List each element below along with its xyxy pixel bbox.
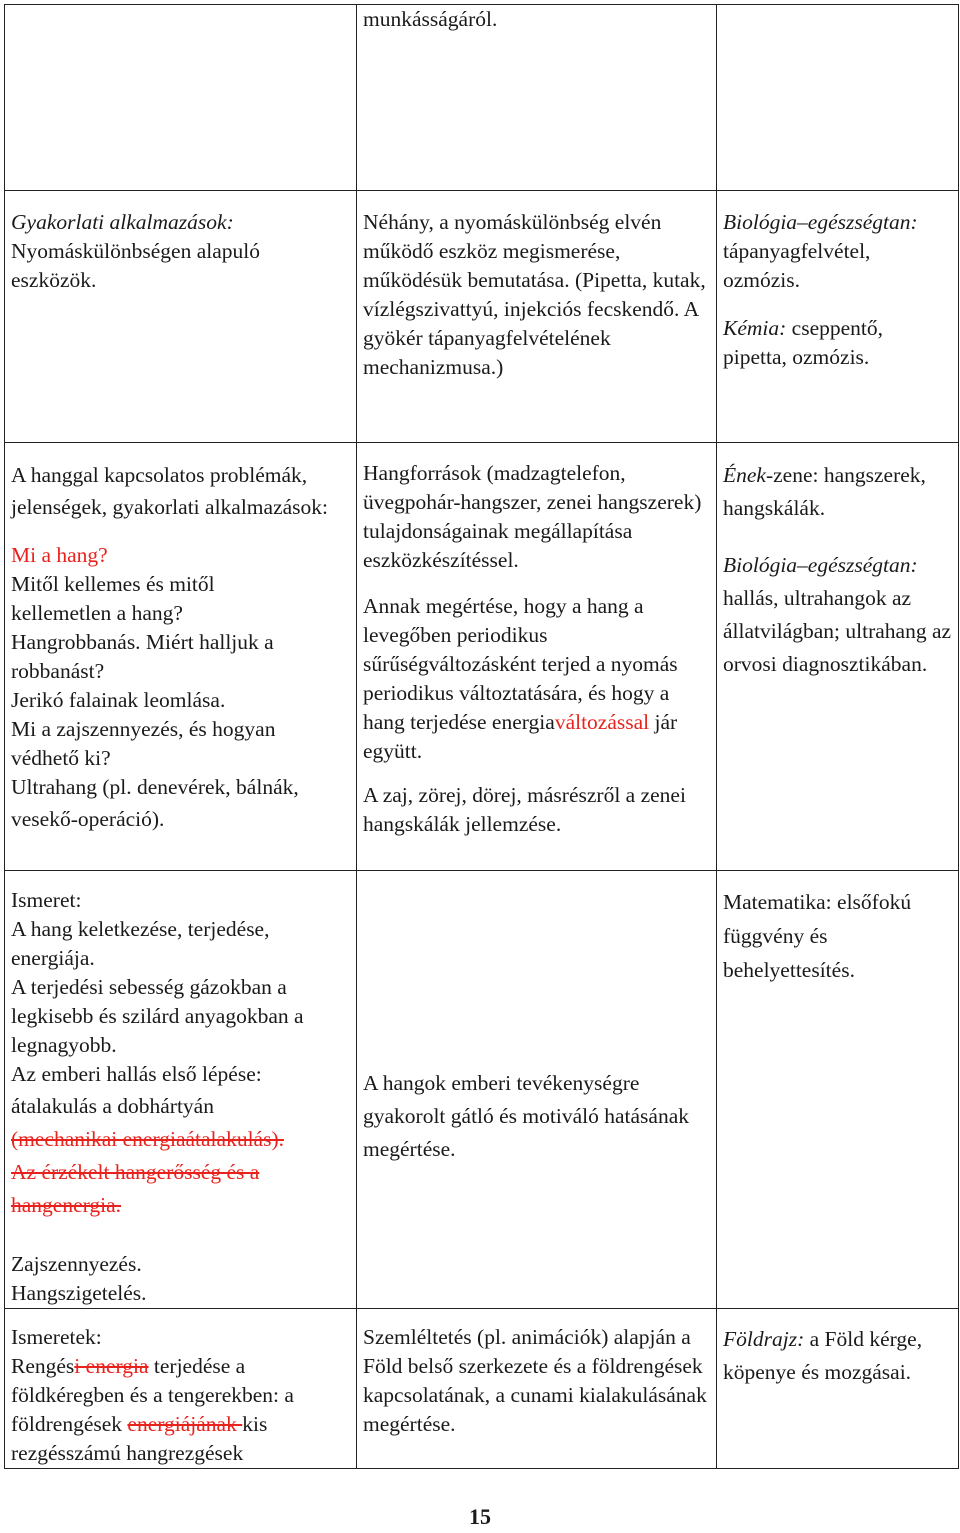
row3-col1-tail: Hangszigetelés. — [11, 1281, 147, 1305]
row2-col1-line: Jerikó falainak leomlása. — [11, 688, 226, 712]
row3-col1-strike: (mechanikai energiaátalakulás). — [11, 1127, 284, 1151]
page-number: 15 — [469, 1504, 491, 1529]
row3-col1-strike: Az érzékelt hangerősség és a hangenergia. — [11, 1160, 260, 1217]
row2-col1-intro-text: A hanggal kapcsolatos problémák, jelenségek, gyakorlati alkalmazások: — [11, 463, 328, 519]
row4-col3-label-foldrajz: Földrajz: — [723, 1327, 805, 1351]
row2-col1-intro — [11, 459, 350, 523]
row3-col1-line: A terjedési sebesség gázokban a legkisebb és szilárd anyagokban a legnagyobb. — [11, 975, 304, 1057]
table-row — [5, 443, 959, 871]
row4-col1-strike: i energia — [74, 1354, 149, 1378]
row4-col1-b: terjedése a földkéregben és a tengerekben: a földrengések — [11, 1354, 294, 1436]
cell-row2-col2 — [357, 443, 717, 871]
curriculum-table — [4, 4, 959, 1469]
row1-col2-text: Néhány, a nyomáskülönbség elvén működő eszköz megismerése, működésük bemutatása. (Pipetta, kutak, vízlégszivattyú, injekciós fecskendő. A gyökér tápanyagfelvételének mechanizmusa.) — [363, 210, 706, 379]
row2-col3-label-biologia: Biológia–egészségtan: — [723, 553, 918, 577]
table-row — [5, 871, 959, 1309]
cell-row1-col3 — [717, 191, 959, 443]
row1-col3-text-biologia: tápanyagfelvétel, ozmózis. — [723, 239, 871, 292]
row1-col3-text-kemia: cseppentő, pipetta, ozmózis. — [723, 316, 884, 369]
table-row — [5, 191, 959, 443]
row2-col3-text-biologia: hallás, ultrahangok az állatvilágban; ultrahang az orvosi diagnosztikában. — [723, 586, 952, 676]
cell-row1-col1 — [5, 191, 357, 443]
row2-col2-p2-red: változással — [554, 710, 650, 734]
cell-row3-col3 — [717, 871, 959, 1309]
row2-col2-p2-text: Annak megértése, hogy a hang a levegőben periodikus sűrűségváltozásként terjed a nyomás periodikus változtatására, és hogy a hang terjedése energia — [363, 594, 678, 734]
row1-col1-line: Nyomáskülönbségen alapuló — [11, 239, 260, 263]
row2-col1-line: vesekő-operáció). — [11, 807, 165, 831]
row4-col1-head: Ismeretek: — [11, 1325, 102, 1349]
row3-col3-text: Matematika: elsőfokú függvény és behelyettesítés. — [723, 890, 912, 982]
row2-col1-line: Ultrahang (pl. denevérek, bálnák, — [11, 775, 299, 799]
cell-row4-col3 — [717, 1309, 959, 1469]
row2-col3-label-enek: Ének — [723, 463, 766, 487]
cell-row4-col1 — [5, 1309, 357, 1469]
cell-row1-col2 — [357, 191, 717, 443]
row1-col3-label-biologia: Biológia–egészségtan: — [723, 210, 918, 234]
row2-col2-p1: Hangforrások (madzagtelefon, üvegpohár-hangszer, zenei hangszerek) tulajdonságainak megállapítása eszközkészítéssel. — [363, 461, 702, 572]
cell-row0-col3 — [717, 5, 959, 191]
row1-col1-line: eszközök. — [11, 268, 97, 292]
table-row — [5, 1309, 959, 1469]
row2-col1-line: védhető ki? — [11, 746, 111, 770]
row4-col1-c: kis rezgésszámú hangrezgések — [11, 1412, 268, 1465]
cell-row0-col2 — [357, 5, 717, 191]
row3-col2-text: A hangok emberi tevékenységre gyakorolt gátló és motiváló hatásának megértése. — [363, 1071, 689, 1161]
row1-col1-line: Gyakorlati alkalmazások: — [11, 210, 234, 234]
row2-col2-p3: A zaj, zörej, dörej, másrészről a zenei hangskálák jellemzése. — [363, 783, 686, 836]
cell-row3-col1 — [5, 871, 357, 1309]
cell-row0-col1 — [5, 5, 357, 191]
cell-row4-col2 — [357, 1309, 717, 1469]
row2-col1-question-red: Mi a hang? — [11, 543, 108, 567]
cell-row2-col1 — [5, 443, 357, 871]
row2-col1-line: Mi a zajszennyezés, és hogyan — [11, 717, 276, 741]
row2-col1-line: robbanást? — [11, 659, 105, 683]
row3-col1-tail: Zajszennyezés. — [11, 1252, 142, 1276]
row1-col3-label-kemia: Kémia: — [723, 316, 787, 340]
table-row — [5, 5, 959, 191]
cell-row3-col2 — [357, 871, 717, 1309]
row4-col1-a: Rengés — [11, 1354, 75, 1378]
row0-col2-text: munkásságáról. — [363, 7, 498, 31]
row3-col1-line: A hang keletkezése, terjedése, energiája. — [11, 917, 270, 970]
row2-col2-p2 — [363, 592, 710, 766]
row2-col1-line: Hangrobbanás. Miért halljuk a — [11, 630, 274, 654]
row3-col1-line: Az emberi hallás első lépése: — [11, 1062, 262, 1086]
row4-col1-text — [11, 1352, 350, 1468]
row2-col1-line: kellemetlen a hang? — [11, 601, 183, 625]
row2-col1-line: Mitől kellemes és mitől — [11, 572, 215, 596]
row3-col1-line: átalakulás a dobhártyán — [11, 1094, 214, 1118]
row3-col1-head: Ismeret: — [11, 888, 82, 912]
row2-col3-text-enek: -zene: hangszerek, hangskálák. — [723, 463, 926, 520]
row4-col3-text: a Föld kérge, köpenye és mozgásai. — [723, 1327, 923, 1384]
row2-col2-p2-end: jár együtt. — [363, 710, 678, 763]
row4-col1-strike: energiájának — [127, 1412, 243, 1436]
cell-row2-col3 — [717, 443, 959, 871]
row4-col2-text: Szemléltetés (pl. animációk) alapján a Föld belső szerkezete és a földrengések kapcsolatának, a cunami kialakulásának megértése. — [363, 1325, 707, 1436]
